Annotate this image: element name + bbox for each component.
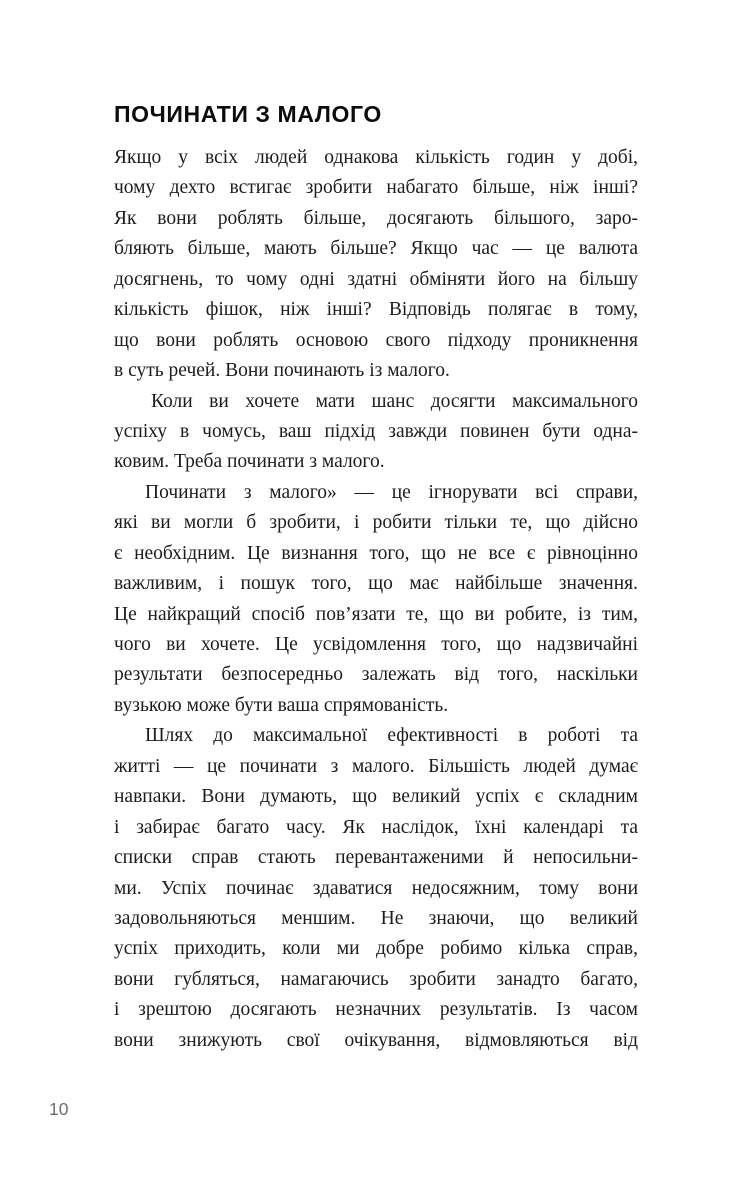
text-line: чому дехто встигає зробити набагато більше, ніж інші? — [114, 177, 638, 199]
text-line: ми. Успіх починає здаватися недосяжним, тому вони — [114, 877, 638, 899]
text-line: важливим, і пошук того, що має найбільше значення. — [114, 573, 638, 595]
text-line: успіх приходить, коли ми добре робимо кілька справ, — [114, 938, 638, 960]
paragraph — [114, 143, 638, 387]
text-line: успіху в чомусь, ваш підхід завжди повинен бути одна- — [114, 420, 638, 442]
text-line: Це найкращий спосіб пов’язати те, що ви робите, із тим, — [114, 603, 638, 625]
text-line: Шлях до максимальної ефективності в роботі та — [145, 725, 638, 747]
body-text — [114, 143, 638, 1056]
text-line: бляють більше, мають більше? Якщо час — це валюта — [114, 238, 638, 260]
text-line: кількість фішок, ніж інші? Відповідь полягає в тому, — [114, 299, 638, 321]
text-line: чого ви хочете. Це усвідомлення того, що надзвичайні — [114, 634, 638, 655]
text-line: результати безпосередньо залежать від того, наскільки — [114, 664, 638, 686]
paragraph — [114, 387, 638, 478]
text-line: і забирає багато часу. Як наслідок, їхні календарі та — [114, 816, 638, 838]
text-line: Коли ви хочете мати шанс досягти максимального — [151, 390, 638, 412]
text-line: які ви могли б зробити, і робити тільки те, що дійсно — [114, 512, 638, 534]
page-number: 10 — [49, 1099, 69, 1119]
text-line: житті — це починати з малого. Більшість людей думає — [114, 755, 638, 777]
text-line: задовольняються меншим. Не знаючи, що великий — [114, 907, 638, 929]
text-line: вони губляться, намагаючись зробити занадто багато, — [114, 968, 638, 990]
page-title: ПОЧИНАТИ З МАЛОГО — [114, 101, 382, 127]
text-line: навпаки. Вони думають, що великий успіх є складним — [114, 786, 638, 808]
text-line: ковим. Треба починати з малого. — [114, 451, 385, 473]
text-line: в суть речей. Вони починають із малого. — [114, 360, 450, 382]
text-line: списки справ стають перевантаженими й непосильни- — [114, 847, 638, 869]
text-line: вони знижують свої очікування, відмовляються від — [114, 1029, 638, 1051]
text-line: вузькою може бути ваша спрямованість. — [114, 694, 449, 716]
text-line: Як вони роблять більше, досягають більшого, заро- — [114, 207, 638, 229]
text-line: що вони роблять основою свого підходу проникнення — [114, 329, 638, 351]
paragraph — [114, 721, 638, 1056]
text-line: Якщо у всіх людей однакова кількість годин у добі, — [114, 147, 638, 168]
text-line: Починати з малого» — це ігнорувати всі справи, — [145, 481, 638, 503]
paragraph — [114, 478, 638, 722]
text-line: є необхідним. Це визнання того, що не все є рівноцінно — [114, 542, 638, 564]
page-content — [114, 101, 638, 1056]
text-line: і зрештою досягають незначних результатів. Із часом — [114, 999, 638, 1021]
text-line: досягнень, то чому одні здатні обміняти його на більшу — [114, 268, 638, 290]
